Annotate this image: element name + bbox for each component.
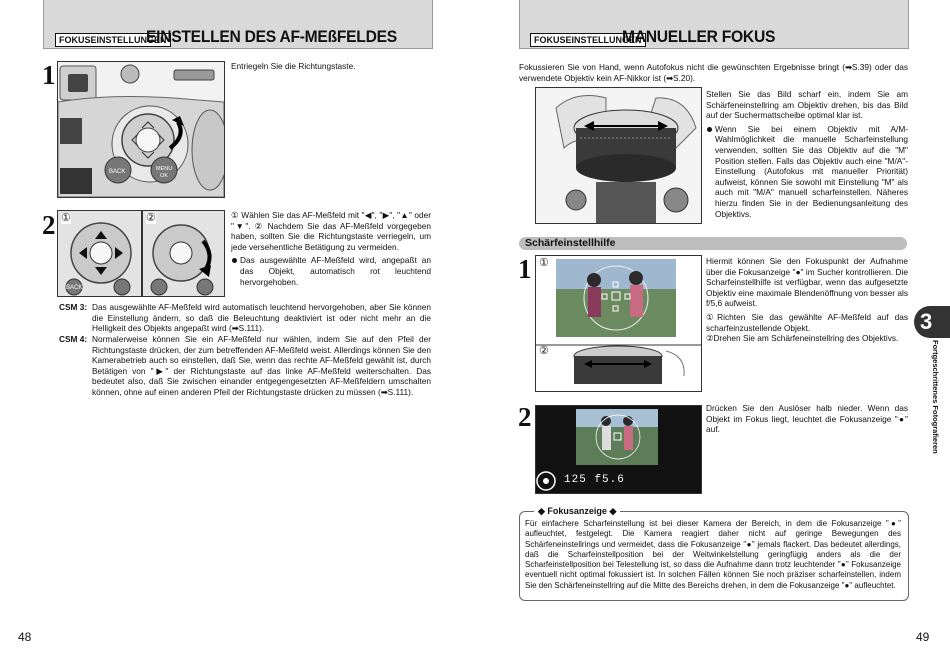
svg-text:MENU: MENU [156,166,173,172]
figure-marker-2: ② [539,345,549,357]
figure-marker-1: ① [539,257,549,269]
right-intro-text: Fokussieren Sie von Hand, wenn Autofokus nicht die gewünschten Ergebnisse bringt (➡S.39) oder das verwendete Objektiv kein AF-Nikkor ist (➡S.20). [519,62,908,83]
left-step2-instructions: ① Wählen Sie das AF-Meßfeld mit "◀", "▶", "▲" oder "▼". ② Nachdem Sie das AF-Meßfeld vorgegeben haben, sollten Sie die Richtungstaste verriegeln, um jede versehentliche Betätigung zu vermeiden. [231,210,431,252]
figure-marker-1: ① [61,212,71,224]
right-step1-text [706,256,908,344]
figure-marker-2: ② [146,212,156,224]
csm3-text: Das ausgewählte AF-Meßfeld wird automatisch leuchtend hervorgehoben, aber Sie können die Einstellung ändern, so daß die Beleuchtung deaktiviert ist oder nicht mehr an die Helligkeit des Objekts angepaßt wird (➡S.111). [92,302,431,334]
back-button-label: BACK [109,169,126,175]
left-page-title: EINSTELLEN DES AF-MEßFELDES [146,27,397,46]
csm3-note [59,302,431,334]
camera-back-illustration [57,61,225,198]
back-label-small: BACK [66,285,83,291]
left-step2-bullet: Das ausgewählte AF-Meßfeld wird, angepaßt an das Objekt, automatisch rot leuchtend hervorgehoben. [231,255,431,287]
note-text: Für einfachere Scharfeinstellung ist bei dieser Kamera der Bereich, in dem die Fokusanzeige "●" aufleuchtet, festgelegt. Die Kamera reagiert daher nicht auf geringe Bewegungen des Schärfeneinstellrings und vermeidet, dass die Fokusanzeige "●" jemals flackert. Das bedeutet allerdings, daß die Scharfeinstellposition bei der Weitwinkelstellung geringfügig anders als die der Scharfeinstellposition bei Telestellung ist, so dass die Aufnahme dann trotz leuchtender "●" Fokusanzeige eventuell nicht optimal fokussiert ist. In solchen Fällen können Sie noch präziser scharfeinstellen, indem Sie den Schärfeneinstellring auf die Mitte des Bereichs drehen, in dem die Fokusanzeige "●" aufleuchtet. [525,519,901,590]
svg-text:OK: OK [160,173,168,179]
right-step2-number: 2 [518,402,532,432]
csm4-key: CSM 4: [59,334,88,344]
direction-pad-illustration [57,210,142,297]
right-page-number: 49 [916,630,930,644]
csm4-text: Normalerweise können Sie ein AF-Meßfeld nur wählen, indem Sie auf den Pfeil der Richtungstaste drücken, der zum betreffenden AF-Meßfeld weist. Allerdings können Sie den Kamerabetrieb auch so einstellen, daß Sie, wenn das rechte AF-Meßfeld gewählt ist, durch Betätigen von "▶" der Richtungstaste auf das linke AF-Meßfeld weiterschalten. Das bedeutet also, daß Sie zwischen einander entgegengesetzten AF-Meßfeldern umschalten können, ohne auf einen anderen Pfeil der Richtungstaste drücken zu müssen (➡S.111). [92,334,431,397]
csm4-note [59,334,431,409]
viewfinder-photo-illustration [535,255,702,392]
lock-lever-illustration [142,210,225,297]
left-section-tag: FOKUSEINSTELLUNGEN [55,33,171,47]
csm3-key: CSM 3: [59,302,88,312]
note-title: ◆ Fokusanzeige ◆ [534,505,620,517]
right-step1-number: 1 [518,254,532,284]
manual-focus-instructions: Stellen Sie das Bild scharf ein, indem Sie am Schärfeneinstellring am Objektiv drehen, bis das Bild auf der Suchermattscheibe optimal klar ist. [706,89,908,121]
left-step2-text [231,210,431,287]
viewfinder-focus-indicator-illustration [535,405,702,494]
right-step2-text: Drücken Sie den Auslöser halb nieder. Wenn das Objekt im Fokus liegt, leuchtet die Fokusanzeige "●" auf. [706,403,908,435]
chapter-number: 3 [920,309,933,334]
chapter-label: Fortgeschrittenes Fotografieren [931,340,940,454]
right-step1-item1: ①Richten Sie das gewählte AF-Meßfeld auf das scharfeinzustellende Objekt. [706,311,908,333]
left-step1-text: Entriegeln Sie die Richtungstaste. [231,61,356,71]
lens-ring-illustration [535,87,702,224]
viewfinder-readout: 125 f5.6 [564,474,625,486]
section-title: Schärfeinstellhilfe [525,237,616,249]
right-step1-item2: ②Drehen Sie am Schärfeneinstellring des Objektivs. [706,333,899,344]
manual-focus-bullet: Wenn Sie bei einem Objektiv mit A/M-Wahlmöglichkeit die manuelle Scharfeinstellung verwenden, sollten Sie das Objektiv auf die "M" Position stellen. Falls das Objektiv auch eine "M/A"-Einstellung (Autofokus mit manueller Priorität) aufweist, können Sie sowohl mit Einstellung "M" als auch mit "M/A" manuell scharfeinstellen. Näheres hierzu finden Sie in der Bedienungsanleitung des Objektivs. [706,124,908,219]
manual-focus-text [706,89,908,219]
left-step1-number: 1 [42,60,56,90]
right-section-tag: FOKUSEINSTELLUNGEN [530,33,646,47]
left-page-number: 48 [18,630,32,644]
left-step2-number: 2 [42,210,56,240]
right-page-title: MANUELLER FOKUS [622,27,776,46]
right-step1-intro: Hiermit können Sie den Fokuspunkt der Aufnahme über die Fokusanzeige "●" im Sucher kontrollieren. Die Scharfeinstellhilfe ist verfügbar, wenn das aufgesetzte Objektiv eine maximale Blendenöffnung von besser als f/5,6 aufweist. [706,256,908,309]
